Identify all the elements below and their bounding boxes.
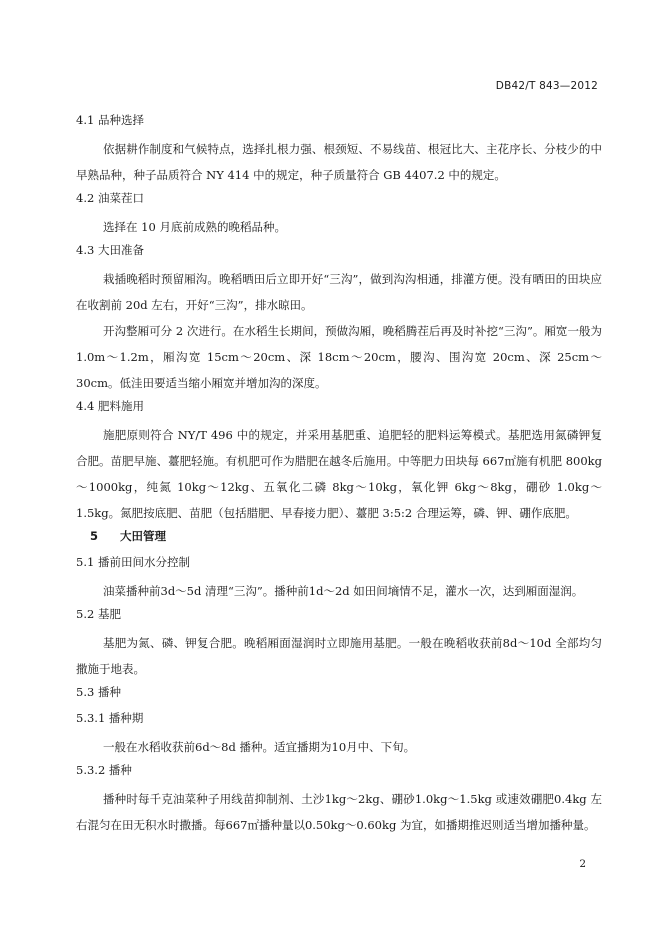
section-4-3-heading: 4.3 大田准备 bbox=[76, 243, 144, 257]
section-5-1-paragraph: 油菜播种前3d～5d 清理“三沟”。播种前1d～2d 如田间墒情不足，灌水一次，达到厢面湿润。 bbox=[103, 584, 584, 598]
standard-code: DB42/T 843—2012 bbox=[495, 80, 598, 92]
section-5-title: 大田管理 bbox=[120, 529, 166, 543]
section-5-number: 5 bbox=[90, 529, 99, 543]
document-body bbox=[76, 110, 602, 838]
section-5-3-heading: 5.3 播种 bbox=[76, 685, 121, 699]
section-4-4-heading: 4.4 肥料施用 bbox=[76, 399, 144, 413]
section-5-1-heading: 5.1 播前田间水分控制 bbox=[76, 555, 190, 569]
section-5-3-2-heading: 5.3.2 播种 bbox=[76, 763, 132, 777]
section-5-2-heading: 5.2 基肥 bbox=[76, 607, 121, 621]
section-4-1-paragraph: 依据耕作制度和气候特点，选择扎根力强、根颈短、不易线苗、根冠比大、主花序长、分枝少的中早熟品种，种子品质符合 NY 414 中的规定，种子质量符合 GB 4407.2 中的规定。 bbox=[76, 142, 602, 182]
section-4-2-heading: 4.2 油菜茬口 bbox=[76, 191, 144, 205]
section-5-2-paragraph: 基肥为氮、磷、钾复合肥。晚稻厢面湿润时立即施用基肥。一般在晚稻收获前8d～10d 全部均匀撒施于地表。 bbox=[76, 636, 602, 676]
section-4-3-paragraph-1: 栽插晚稻时预留厢沟。晚稻晒田后立即开好“三沟”，做到沟沟相通，排灌方便。没有晒田的田块应在收割前 20d 左右，开好“三沟”，排水晾田。 bbox=[76, 272, 602, 312]
section-4-2-paragraph: 选择在 10 月底前成熟的晚稻品种。 bbox=[103, 220, 286, 234]
page-number: 2 bbox=[579, 858, 586, 870]
section-5-3-2-paragraph: 播种时每千克油菜种子用线苗抑制剂、土沙1kg～2kg、硼砂1.0kg～1.5kg 或速效硼肥0.4kg 左右混匀在田无积水时撒播。每667㎡播种量以0.50kg～0.60kg 为宜，如播期推迟则适当增加播种量。 bbox=[76, 792, 602, 832]
section-4-1-heading: 4.1 品种选择 bbox=[76, 113, 144, 127]
section-5-heading bbox=[76, 526, 602, 547]
section-5-3-1-heading: 5.3.1 播种期 bbox=[76, 711, 144, 725]
section-4-3-paragraph-2: 开沟整厢可分 2 次进行。在水稻生长期间，预做沟厢，晚稻腾茬后再及时补挖“三沟”。厢宽一般为 1.0m～1.2m，厢沟宽 15cm～20cm、深 18cm～20cm，腰沟、围沟宽 20cm、深 25cm～30cm。低洼田要适当缩小厢宽并增加沟的深度。 bbox=[76, 324, 602, 390]
section-5-3-1-paragraph: 一般在水稻收获前6d～8d 播种。适宜播期为10月中、下旬。 bbox=[103, 740, 416, 754]
section-4-4-paragraph: 施肥原则符合 NY/T 496 中的规定，并采用基肥重、追肥轻的肥料运筹模式。基肥选用氮磷钾复合肥。苗肥早施、薹肥轻施。有机肥可作为腊肥在越冬后施用。中等肥力田块每 667㎡施有机肥 800kg～1000kg，纯氮 10kg～12kg、五氧化二磷 8kg～10kg，氧化钾 6kg～8kg，硼砂 1.0kg～1.5kg。氮肥按底肥、苗肥（包括腊肥、早春接力肥）、薹肥 3:5:2 合理运筹，磷、钾、硼作底肥。 bbox=[76, 428, 602, 520]
